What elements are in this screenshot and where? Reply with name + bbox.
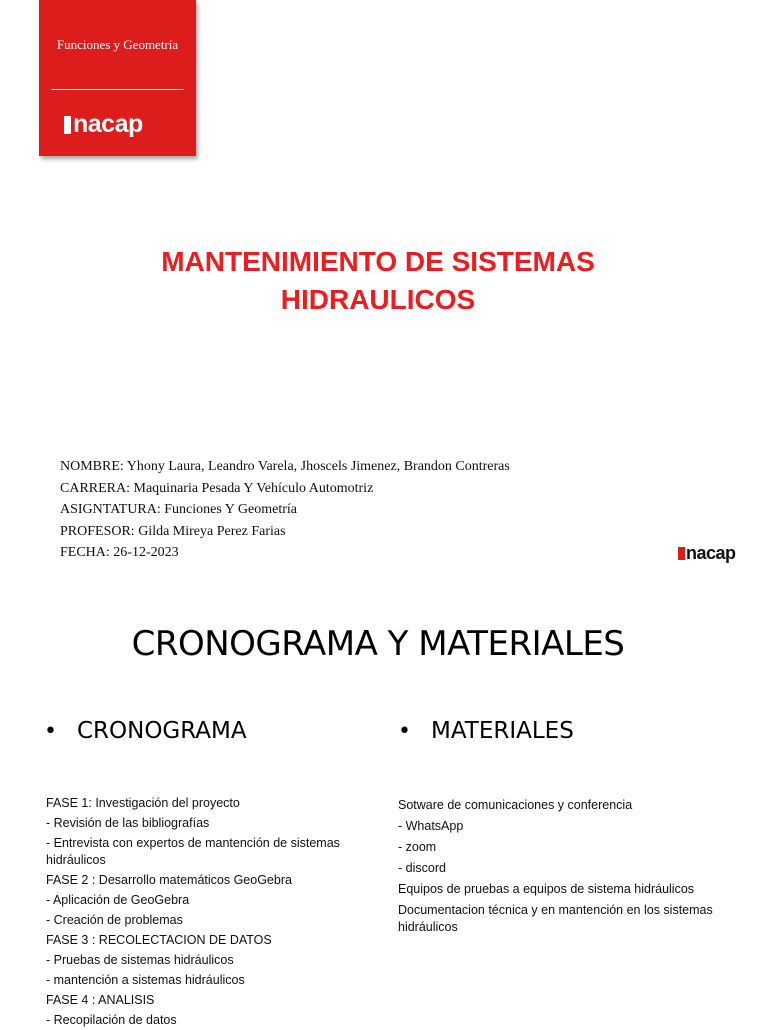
info-fecha: FECHA: 26-12-2023: [60, 545, 179, 560]
title-line-2: HIDRAULICOS: [280, 284, 476, 315]
list-item: - discord: [398, 861, 446, 875]
list-item: Documentacion técnica y en mantención en los sistemas hidráulicos: [398, 903, 713, 934]
course-banner: [39, 0, 196, 156]
logo-mark-icon: [678, 547, 685, 560]
list-item: FASE 2 : Desarrollo matemáticos GeoGebra: [46, 873, 292, 887]
list-item: FASE 4 : ANALISIS: [46, 993, 155, 1007]
title-line-1: MANTENIMIENTO DE SISTEMAS: [161, 246, 595, 277]
list-item: - mantención a sistemas hidráulicos: [46, 973, 245, 987]
list-item: - zoom: [398, 840, 437, 854]
materiales-heading: [398, 718, 574, 744]
inacap-logo-small: [678, 543, 736, 564]
info-nombre: NOMBRE: Yhony Laura, Leandro Varela, Jhoscels Jimenez, Brandon Contreras: [60, 459, 510, 474]
banner-divider: [51, 89, 184, 90]
list-item: - Revisión de las bibliografías: [46, 816, 210, 830]
banner-course-name: Funciones y Geometría: [56, 37, 179, 52]
list-item: - Entrevista con expertos de mantención de sistemas hidráulicos: [46, 836, 340, 867]
logo-mark-icon: [64, 116, 71, 134]
list-item: FASE 1: Investigación del proyecto: [46, 796, 240, 810]
info-carrera: CARRERA: Maquinaria Pesada Y Vehículo Automotriz: [60, 480, 374, 496]
list-item: FASE 3 : RECOLECTACION DE DATOS: [46, 933, 272, 947]
page-title: [0, 243, 756, 319]
list-item: - Creación de problemas: [46, 913, 183, 927]
list-item: - Recopilación de datos: [46, 1013, 177, 1027]
cronograma-list: [46, 793, 376, 1030]
bullet-icon: •: [44, 718, 57, 744]
materiales-heading-text: MATERIALES: [430, 718, 574, 744]
inacap-logo: [64, 110, 143, 139]
info-asignatura: ASIGNTATURA: Funciones Y Geometría: [60, 502, 297, 517]
list-item: - Aplicación de GeoGebra: [46, 893, 190, 907]
materiales-list: [398, 795, 733, 937]
list-item: Equipos de pruebas a equipos de sistema hidráulicos: [398, 882, 695, 896]
cronograma-heading: [44, 718, 247, 744]
info-profesor: PROFESOR: Gilda Mireya Perez Farias: [60, 523, 286, 539]
cronograma-heading-text: CRONOGRAMA: [76, 718, 247, 744]
logo-text: nacap: [73, 110, 143, 138]
list-item: Sotware de comunicaciones y conferencia: [398, 798, 633, 812]
logo-text: nacap: [686, 543, 736, 563]
list-item: - WhatsApp: [398, 819, 464, 833]
section-title: CRONOGRAMA Y MATERIALES: [131, 624, 625, 664]
project-info: [60, 456, 510, 564]
list-item: - Pruebas de sistemas hidráulicos: [46, 953, 234, 967]
bullet-icon: •: [398, 718, 411, 744]
